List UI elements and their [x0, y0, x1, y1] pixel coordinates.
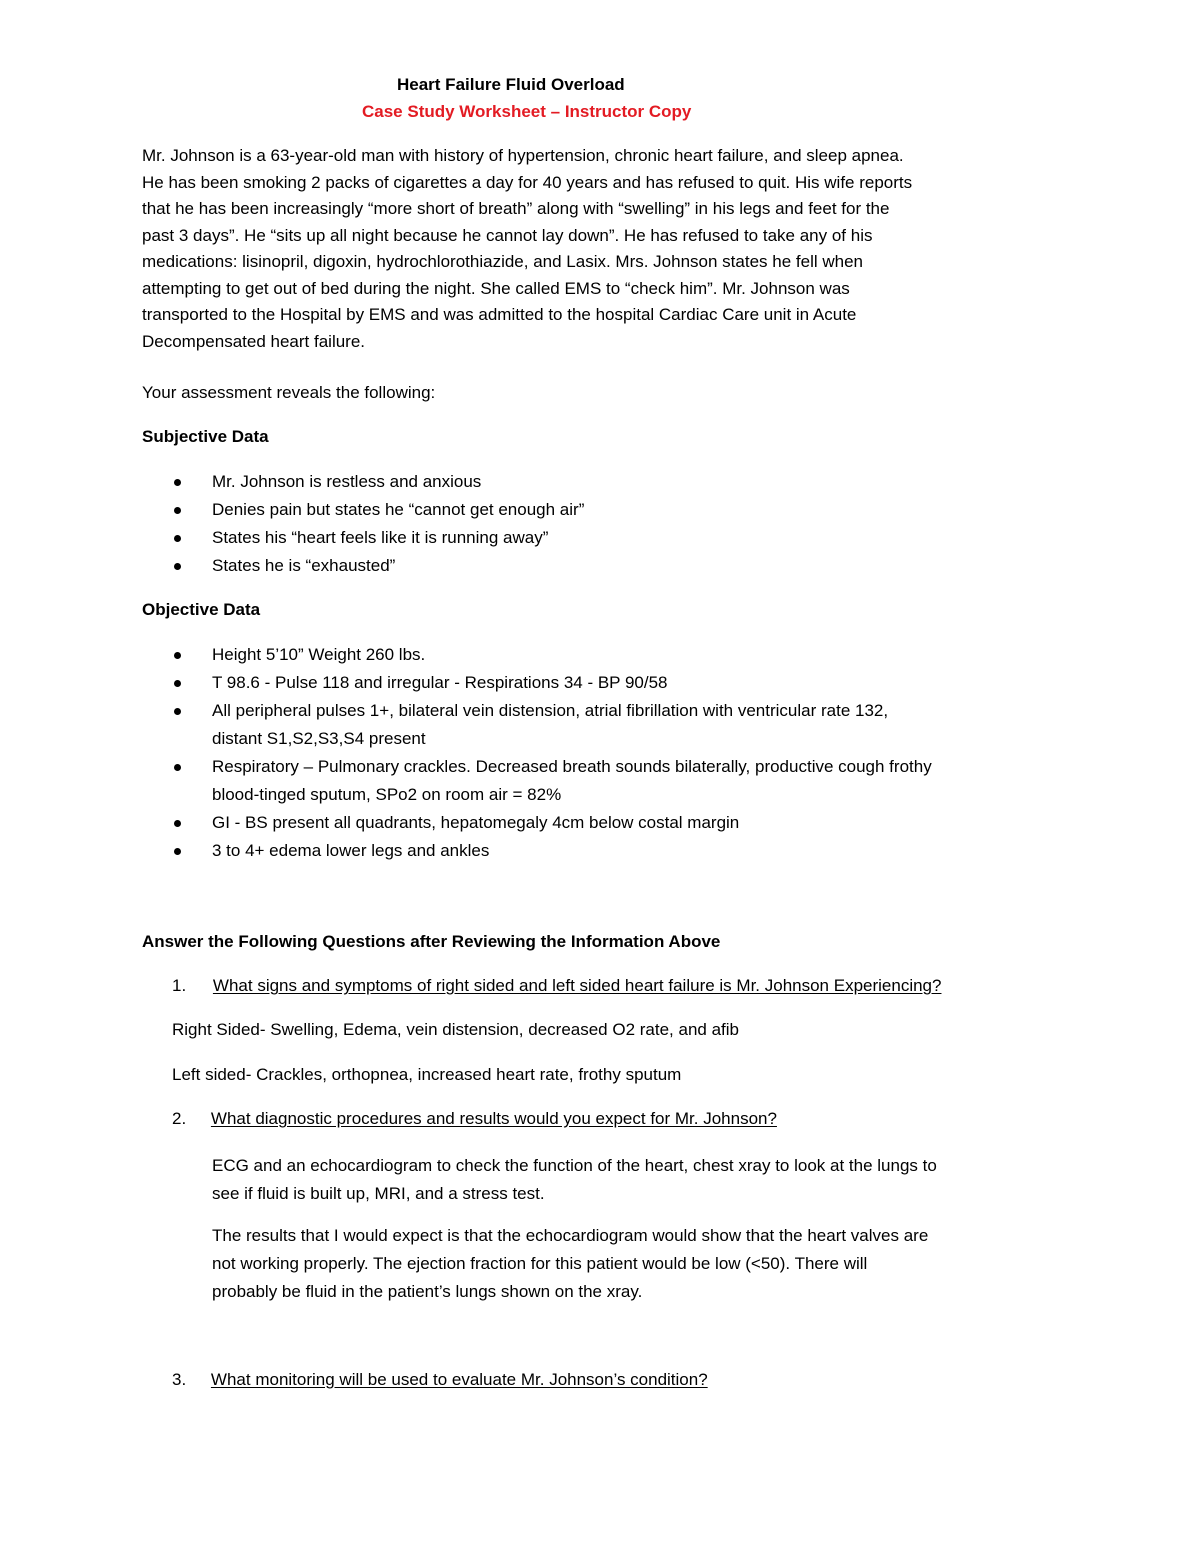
question-number: 1. — [172, 976, 187, 995]
bullet-icon — [174, 764, 181, 771]
list-item: Mr. Johnson is restless and anxious — [172, 468, 584, 496]
question-2 — [172, 1109, 777, 1129]
intro-line: that he has been increasingly “more short of breath” along with “swelling” in his legs and feet for the — [142, 199, 890, 218]
objective-list — [172, 641, 932, 865]
list-item: States his “heart feels like it is running away” — [172, 524, 584, 552]
list-item: States he is “exhausted” — [172, 552, 584, 580]
intro-line: He has been smoking 2 packs of cigarettes a day for 40 years and has refused to quit. His wife reports — [142, 172, 913, 192]
bullet-icon — [174, 680, 181, 687]
answer-right-sided: Right Sided- Swelling, Edema, vein distension, decreased O2 rate, and afib — [172, 1020, 739, 1039]
bullet-icon — [174, 652, 181, 659]
answer-paragraph: ECG and an echocardiogram to check the function of the heart, chest xray to look at the lungs to see if fluid is built up, MRI, and a stress test. — [212, 1156, 937, 1203]
question-text: What diagnostic procedures and results would you expect for Mr. Johnson? — [210, 1109, 777, 1128]
bullet-icon — [174, 848, 181, 855]
document-subtitle: Case Study Worksheet – Instructor Copy — [362, 102, 692, 121]
case-intro — [142, 143, 1062, 355]
intro-line: transported to the Hospital by EMS and was admitted to the hospital Cardiac Care unit in Acute — [142, 305, 857, 324]
bullet-icon — [174, 708, 181, 715]
list-item: Height 5’10” Weight 260 lbs. — [172, 641, 932, 669]
answer-left-sided: Left sided- Crackles, orthopnea, increased heart rate, frothy sputum — [172, 1065, 682, 1084]
list-item: T 98.6 - Pulse 118 and irregular - Respirations 34 - BP 90/58 — [172, 669, 932, 697]
list-item: Denies pain but states he “cannot get enough air” — [172, 496, 584, 524]
list-item: GI - BS present all quadrants, hepatomegaly 4cm below costal margin — [172, 809, 932, 837]
question-number: 2. — [172, 1109, 187, 1128]
list-item: 3 to 4+ edema lower legs and ankles — [172, 837, 932, 865]
intro-line: past 3 days”. He “sits up all night because he cannot lay down”. He has refused to take any of his — [142, 225, 873, 245]
questions-heading: Answer the Following Questions after Reviewing the Information Above — [142, 932, 721, 951]
question-text: What signs and symptoms of right sided and left sided heart failure is Mr. Johnson Experiencing? — [212, 976, 942, 995]
subjective-heading: Subjective Data — [142, 427, 269, 446]
objective-heading: Objective Data — [142, 600, 261, 619]
question-number: 3. — [172, 1370, 187, 1389]
intro-line: Decompensated heart failure. — [142, 331, 366, 351]
question-text: What monitoring will be used to evaluate Mr. Johnson’s condition? — [210, 1370, 708, 1389]
answer-paragraph: The results that I would expect is that the echocardiogram would show that the heart valves are not working properly. The ejection fraction for this patient would be low (<50). There will probably be fluid in the patient’s lungs shown on the xray. — [212, 1226, 929, 1301]
bullet-icon — [174, 563, 181, 570]
bullet-icon — [174, 820, 181, 827]
intro-line: Mr. Johnson is a 63-year-old man with history of hypertension, chronic heart failure, and sleep apnea. — [142, 146, 904, 165]
list-item: All peripheral pulses 1+, bilateral vein distension, atrial fibrillation with ventricular rate 132, distant S1,S2,S3,S4 present — [172, 697, 932, 753]
bullet-icon — [174, 535, 181, 542]
bullet-icon — [174, 479, 181, 486]
bullet-icon — [174, 507, 181, 514]
assessment-intro: Your assessment reveals the following: — [142, 383, 436, 402]
subjective-list — [172, 468, 584, 580]
list-item: Respiratory – Pulmonary crackles. Decreased breath sounds bilaterally, productive cough frothy blood-tinged sputum, SPo2 on room air = 82% — [172, 753, 932, 809]
intro-line: attempting to get out of bed during the night. She called EMS to “check him”. Mr. Johnson was — [142, 278, 850, 298]
question-1 — [172, 976, 941, 996]
intro-line: medications: lisinopril, digoxin, hydrochlorothiazide, and Lasix. Mrs. Johnson states he fell when — [142, 252, 863, 271]
document-title: Heart Failure Fluid Overload — [397, 75, 625, 94]
question-3 — [172, 1370, 708, 1390]
